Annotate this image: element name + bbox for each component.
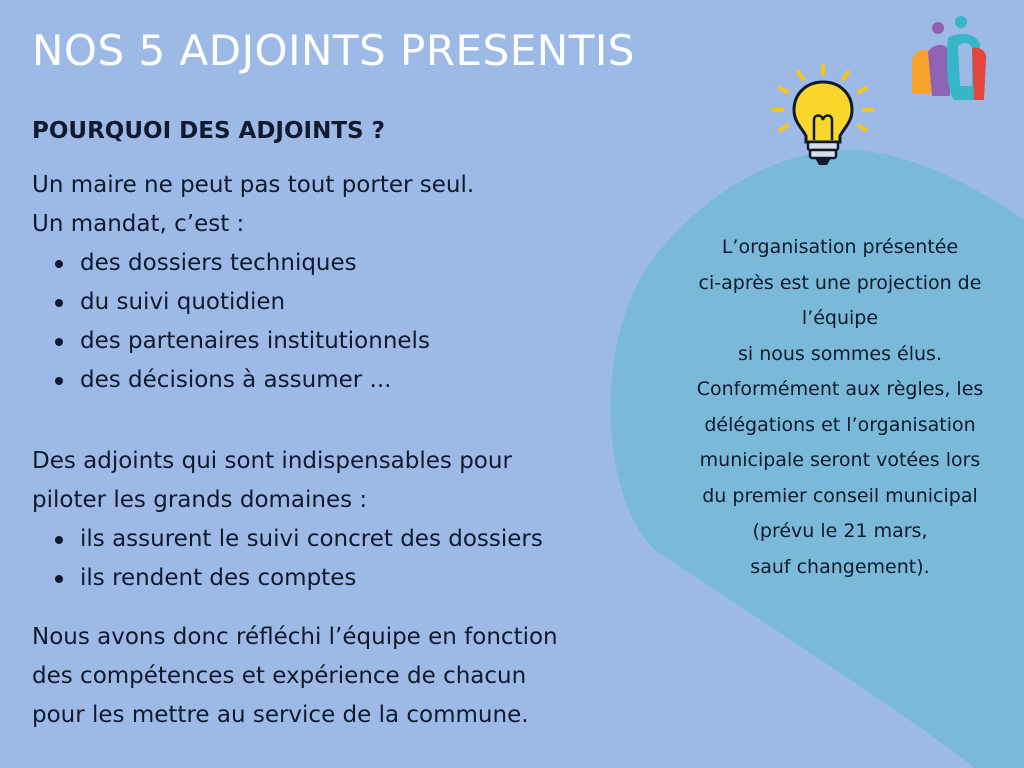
note-line: l’équipe <box>801 307 879 329</box>
note-line: du premier conseil municipal <box>702 484 978 507</box>
roles-line: Des adjoints qui sont indispensables pour <box>32 448 512 474</box>
intro-line: Un mandat, c’est : <box>32 211 245 237</box>
conclusion-line: des compétences et expérience de chacun <box>32 663 527 689</box>
note-line: L’organisation présentée <box>721 236 959 258</box>
roles-bullet-list <box>32 520 543 598</box>
list-item: ils rendent des comptes <box>32 559 543 598</box>
roles-block <box>32 442 543 598</box>
intro-bullet-list <box>32 244 474 400</box>
conclusion-line: Nous avons donc réfléchi l’équipe en fonction <box>32 624 558 650</box>
note-line: (prévu le 21 mars, <box>752 520 928 542</box>
lightbulb-icon <box>768 64 878 168</box>
note-line: si nous sommes élus. <box>738 342 942 365</box>
page-title: NOS 5 ADJOINTS PRESENTIS <box>32 26 635 75</box>
people-logo <box>910 16 990 104</box>
section-heading: POURQUOI DES ADJOINTS ? <box>32 118 385 144</box>
roles-line: piloter les grands domaines : <box>32 487 368 513</box>
note-line: Conformément aux règles, les <box>696 378 984 400</box>
note-line: délégations et l’organisation <box>704 413 976 436</box>
note-line: municipale seront votées lors <box>699 449 981 471</box>
list-item: des partenaires institutionnels <box>32 322 474 361</box>
note-line: ci-après est une projection de <box>698 271 982 294</box>
list-item: du suivi quotidien <box>32 283 474 322</box>
conclusion-block <box>32 618 558 735</box>
projection-note <box>660 230 1020 585</box>
intro-block <box>32 166 474 400</box>
note-line: sauf changement). <box>750 555 930 578</box>
list-item: des dossiers techniques <box>32 244 474 283</box>
list-item: ils assurent le suivi concret des dossiers <box>32 520 543 559</box>
conclusion-line: pour les mettre au service de la commune. <box>32 702 529 728</box>
list-item: des décisions à assumer ... <box>32 361 474 400</box>
intro-line: Un maire ne peut pas tout porter seul. <box>32 172 475 198</box>
